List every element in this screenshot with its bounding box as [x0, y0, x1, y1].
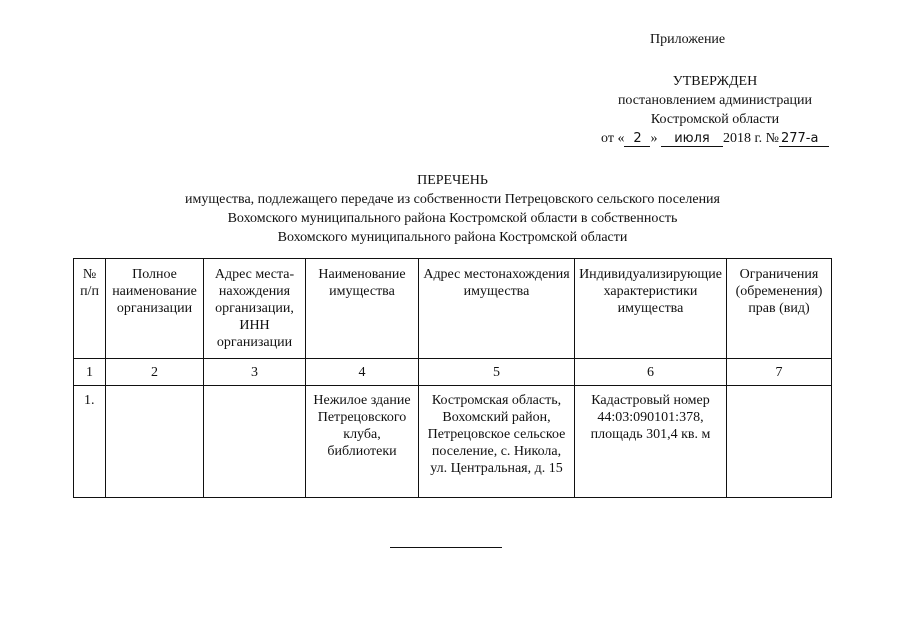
column-number-row [74, 359, 832, 386]
org-name-cell [106, 386, 204, 498]
approval-line-2: Костромской области [650, 112, 780, 127]
document-title-block [0, 171, 905, 247]
property-name-cell: Нежилое здание Петрецовского клуба, библиотеки [306, 386, 419, 498]
row-number-cell: 1. [74, 386, 106, 498]
table-header-row [74, 259, 832, 359]
org-address-cell [204, 386, 306, 498]
property-address-cell: Костромская область, Вохомский район, Петрецовское сельское поселение, с. Никола, ул. Центральная, д. 15 [419, 386, 575, 498]
date-prefix: от « [601, 131, 625, 146]
header-row-number: № п/п [74, 259, 106, 359]
number-prefix: № [765, 131, 779, 146]
order-month: июля [661, 132, 723, 147]
column-number: 7 [727, 359, 832, 386]
column-number: 4 [306, 359, 419, 386]
approval-line-1: постановлением администрации [617, 93, 813, 108]
date-mid: » [650, 131, 658, 146]
document-heading: ПЕРЕЧЕНЬ [417, 173, 488, 188]
approved-heading: УТВЕРЖДЕН [672, 74, 758, 89]
header-org-address: Адрес места-нахождения организации, ИНН организации [204, 259, 306, 359]
property-table [73, 258, 832, 498]
header-characteristics: Индивидуализирующие характеристики имущества [575, 259, 727, 359]
column-number: 6 [575, 359, 727, 386]
order-number: 277-а [779, 132, 829, 147]
column-number: 2 [106, 359, 204, 386]
document-subtitle-line-2: Вохомского муниципального района Костромской области в собственность [227, 211, 678, 226]
approval-block [570, 72, 860, 148]
closing-divider [390, 547, 502, 548]
header-property-name: Наименование имущества [306, 259, 419, 359]
header-property-address: Адрес местонахождения имущества [419, 259, 575, 359]
restrictions-cell [727, 386, 832, 498]
order-day: 2 [624, 132, 650, 147]
document-subtitle-line-1: имущества, подлежащего передаче из собственности Петрецовского сельского поселения [185, 192, 720, 207]
table-row [74, 386, 832, 498]
header-restrictions: Ограничения (обременения) прав (вид) [727, 259, 832, 359]
document-subtitle-line-3: Вохомского муниципального района Костромской области [277, 230, 628, 245]
order-date-line [570, 129, 860, 148]
column-number: 5 [419, 359, 575, 386]
characteristics-cell: Кадастровый номер 44:03:090101:378, площадь 301,4 кв. м [575, 386, 727, 498]
order-year: 2018 г. [722, 131, 763, 146]
column-number: 3 [204, 359, 306, 386]
header-org-name: Полное наименование организации [106, 259, 204, 359]
column-number: 1 [74, 359, 106, 386]
appendix-label: Приложение [650, 32, 726, 47]
